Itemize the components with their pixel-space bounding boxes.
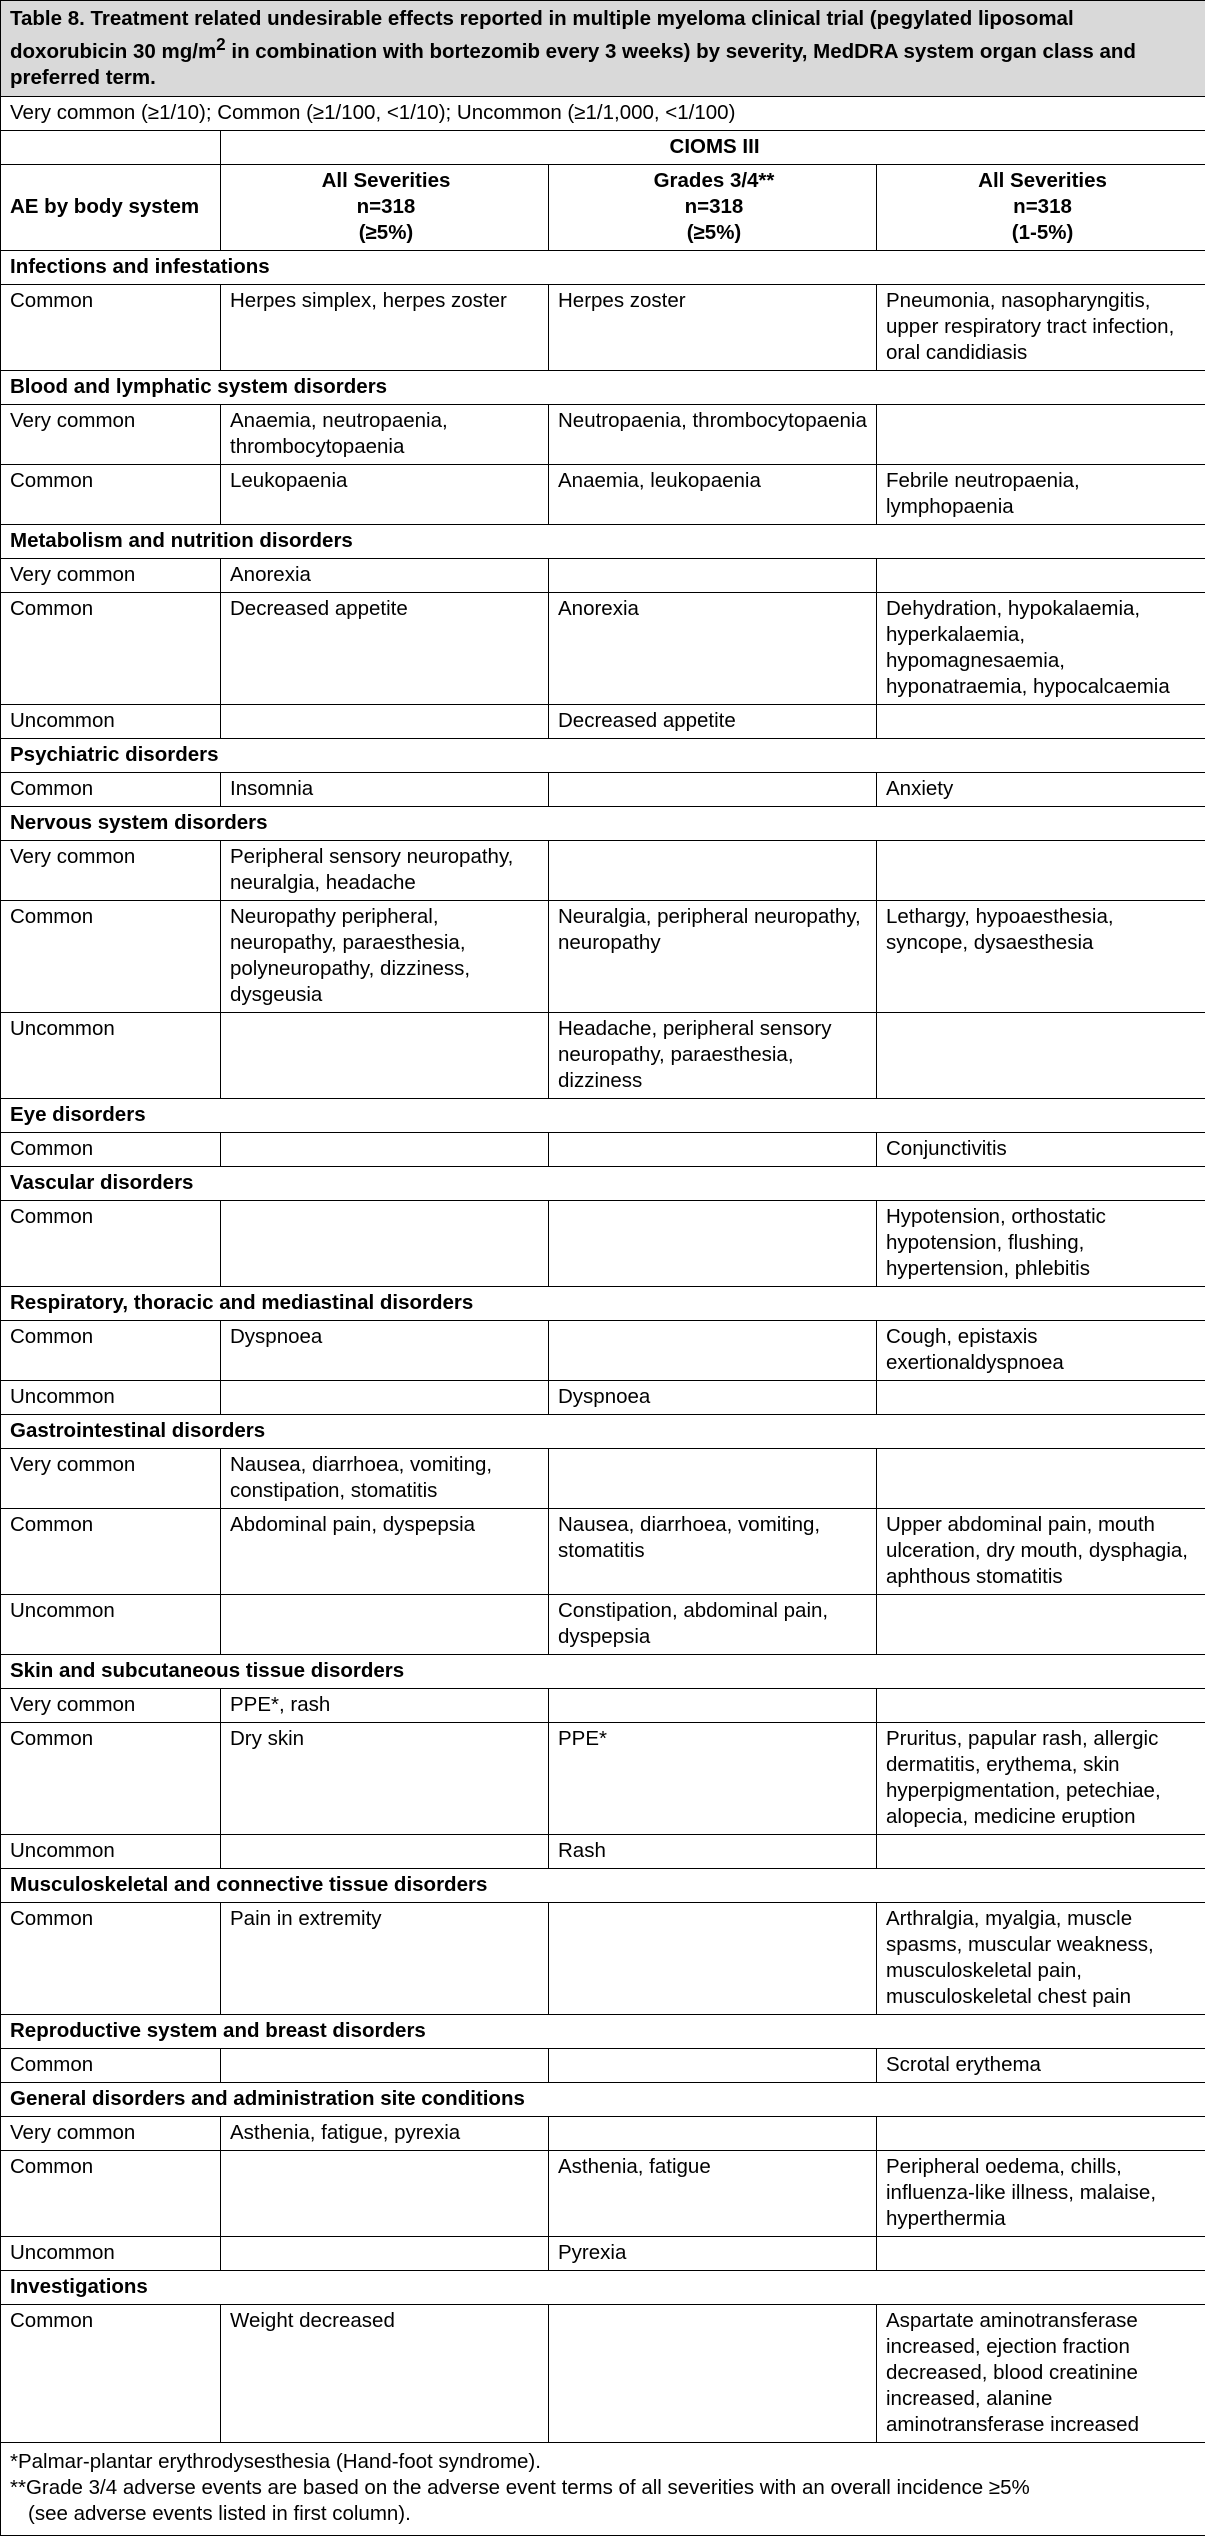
frequency-cell: Common (1, 772, 221, 806)
all-severities-1-5-cell (877, 1688, 1205, 1722)
table-row (1, 1012, 1205, 1098)
section-title: Infections and infestations (1, 250, 1205, 284)
all-severities-1-5-cell: Pneumonia, nasopharyngitis, upper respiratory tract infection, oral candidiasis (877, 284, 1205, 370)
all-severities-cell: Herpes simplex, herpes zoster (221, 284, 549, 370)
all-severities-cell: Pain in extremity (221, 1902, 549, 2014)
grades-3-4-cell (549, 1320, 877, 1380)
frequency-cell: Common (1, 1200, 221, 1286)
all-severities-cell: Dyspnoea (221, 1320, 549, 1380)
all-severities-cell: Weight decreased (221, 2304, 549, 2442)
column-header-threshold: (1-5%) (886, 220, 1199, 246)
grades-3-4-cell (549, 558, 877, 592)
all-severities-cell: Abdominal pain, dyspepsia (221, 1508, 549, 1594)
grades-3-4-cell: Anaemia, leukopaenia (549, 464, 877, 524)
all-severities-1-5-cell (877, 1012, 1205, 1098)
grades-3-4-cell (549, 2304, 877, 2442)
table-row (1, 1722, 1205, 1834)
footnote-grade-3-4: **Grade 3/4 adverse events are based on the adverse event terms of all severities with an overall incidence ≥5% (10, 2475, 1196, 2501)
all-severities-1-5-cell: Dehydration, hypokalaemia, hyperkalaemia, hypomagnesaemia, hyponatraemia, hypocalcaemia (877, 592, 1205, 704)
section-title: Reproductive system and breast disorders (1, 2014, 1205, 2048)
table-row (1, 1200, 1205, 1286)
column-header-n: n=318 (230, 194, 542, 220)
all-severities-cell: Dry skin (221, 1722, 549, 1834)
section-header-row (1, 2270, 1205, 2304)
section-title: Musculoskeletal and connective tissue disorders (1, 1868, 1205, 1902)
all-severities-cell (221, 1200, 549, 1286)
all-severities-1-5-cell (877, 558, 1205, 592)
table-caption (1, 1, 1205, 97)
section-header-row (1, 738, 1205, 772)
table-row (1, 2304, 1205, 2442)
all-severities-cell (221, 1594, 549, 1654)
table-row (1, 592, 1205, 704)
all-severities-1-5-cell (877, 2116, 1205, 2150)
frequency-cell: Common (1, 2304, 221, 2442)
grades-3-4-cell: Constipation, abdominal pain, dyspepsia (549, 1594, 877, 1654)
all-severities-cell: Nausea, diarrhoea, vomiting, constipation, stomatitis (221, 1448, 549, 1508)
column-header-label: Grades 3/4** (558, 168, 870, 194)
section-header-row (1, 1166, 1205, 1200)
all-severities-cell (221, 2048, 549, 2082)
all-severities-cell (221, 2236, 549, 2270)
frequency-cell: Common (1, 900, 221, 1012)
grades-3-4-cell (549, 2116, 877, 2150)
section-header-row (1, 1098, 1205, 1132)
column-header-threshold: (≥5%) (230, 220, 542, 246)
all-severities-1-5-cell: Hypotension, orthostatic hypotension, flushing, hypertension, phlebitis (877, 1200, 1205, 1286)
section-header-row (1, 250, 1205, 284)
grades-3-4-cell: Rash (549, 1834, 877, 1868)
table-row (1, 1594, 1205, 1654)
table-row (1, 900, 1205, 1012)
all-severities-cell: Anaemia, neutropaenia, thrombocytopaenia (221, 404, 549, 464)
grades-3-4-cell (549, 1448, 877, 1508)
frequency-cell: Common (1, 1132, 221, 1166)
grades-3-4-cell (549, 840, 877, 900)
all-severities-1-5-cell: Pruritus, papular rash, allergic dermatitis, erythema, skin hyperpigmentation, petechiae, alopecia, medicine eruption (877, 1722, 1205, 1834)
grades-3-4-cell (549, 2048, 877, 2082)
section-header-row (1, 2014, 1205, 2048)
grades-3-4-cell (549, 772, 877, 806)
all-severities-cell: Asthenia, fatigue, pyrexia (221, 2116, 549, 2150)
table-row (1, 772, 1205, 806)
frequency-cell: Common (1, 592, 221, 704)
all-severities-cell: Anorexia (221, 558, 549, 592)
column-header-grades-3-4 (549, 164, 877, 250)
all-severities-cell: Neuropathy peripheral, neuropathy, paraesthesia, polyneuropathy, dizziness, dysgeusia (221, 900, 549, 1012)
table-row (1, 1380, 1205, 1414)
section-header-row (1, 1868, 1205, 1902)
group-header: CIOMS III (221, 130, 1205, 164)
column-header-row (1, 164, 1205, 250)
frequency-cell: Common (1, 464, 221, 524)
grades-3-4-cell: Decreased appetite (549, 704, 877, 738)
table-row (1, 1834, 1205, 1868)
frequency-cell: Common (1, 1508, 221, 1594)
table-row (1, 2150, 1205, 2236)
all-severities-cell (221, 2150, 549, 2236)
all-severities-1-5-cell (877, 840, 1205, 900)
section-title: Skin and subcutaneous tissue disorders (1, 1654, 1205, 1688)
frequency-cell: Uncommon (1, 2236, 221, 2270)
table-row (1, 558, 1205, 592)
frequency-cell: Common (1, 2048, 221, 2082)
grades-3-4-cell (549, 1200, 877, 1286)
section-title: General disorders and administration site conditions (1, 2082, 1205, 2116)
section-header-row (1, 1286, 1205, 1320)
table-row (1, 404, 1205, 464)
all-severities-1-5-cell: Scrotal erythema (877, 2048, 1205, 2082)
section-header-row (1, 1414, 1205, 1448)
all-severities-1-5-cell: Aspartate aminotransferase increased, ejection fraction decreased, blood creatinine increased, alanine aminotransferase increased (877, 2304, 1205, 2442)
table-row (1, 1320, 1205, 1380)
footnotes (1, 2442, 1205, 2535)
table-row (1, 840, 1205, 900)
footnote-ppe: *Palmar-plantar erythrodysesthesia (Hand-foot syndrome). (10, 2449, 1196, 2475)
all-severities-cell: Decreased appetite (221, 592, 549, 704)
all-severities-1-5-cell: Upper abdominal pain, mouth ulceration, dry mouth, dysphagia, aphthous stomatitis (877, 1508, 1205, 1594)
column-header-label: AE by body system (10, 195, 199, 218)
frequency-cell: Common (1, 2150, 221, 2236)
grades-3-4-cell: Herpes zoster (549, 284, 877, 370)
section-title: Metabolism and nutrition disorders (1, 524, 1205, 558)
column-header-n: n=318 (886, 194, 1199, 220)
group-header-spacer (1, 130, 221, 164)
all-severities-1-5-cell: Arthralgia, myalgia, muscle spasms, muscular weakness, musculoskeletal pain, musculoskeletal chest pain (877, 1902, 1205, 2014)
all-severities-cell: Leukopaenia (221, 464, 549, 524)
all-severities-cell: Peripheral sensory neuropathy, neuralgia, headache (221, 840, 549, 900)
all-severities-1-5-cell: Anxiety (877, 772, 1205, 806)
frequency-cell: Uncommon (1, 1012, 221, 1098)
column-header-n: n=318 (558, 194, 870, 220)
section-title: Eye disorders (1, 1098, 1205, 1132)
frequency-cell: Very common (1, 2116, 221, 2150)
frequency-cell: Very common (1, 840, 221, 900)
all-severities-1-5-cell: Lethargy, hypoaesthesia, syncope, dysaesthesia (877, 900, 1205, 1012)
all-severities-1-5-cell (877, 1834, 1205, 1868)
all-severities-cell (221, 1012, 549, 1098)
section-title: Investigations (1, 2270, 1205, 2304)
column-header-body-system (1, 164, 221, 250)
column-header-all-severities-1-5 (877, 164, 1205, 250)
footnote-grade-3-4-continued: (see adverse events listed in first column). (10, 2501, 1196, 2527)
all-severities-1-5-cell (877, 1594, 1205, 1654)
caption-superscript: 2 (216, 35, 226, 54)
section-title: Respiratory, thoracic and mediastinal disorders (1, 1286, 1205, 1320)
table-row (1, 1688, 1205, 1722)
frequency-cell: Very common (1, 404, 221, 464)
table-row (1, 1448, 1205, 1508)
table-row (1, 1132, 1205, 1166)
frequency-cell: Common (1, 284, 221, 370)
table-row (1, 2048, 1205, 2082)
table-row (1, 284, 1205, 370)
caption-text: Table 8. Treatment related undesirable effects reported in multiple myeloma clinical trial (pegylated liposomal doxorubicin 30 mg/m (10, 7, 1074, 63)
grades-3-4-cell (549, 1132, 877, 1166)
all-severities-cell (221, 1834, 549, 1868)
grades-3-4-cell: Anorexia (549, 592, 877, 704)
all-severities-cell (221, 1380, 549, 1414)
table-row (1, 464, 1205, 524)
frequency-cell: Common (1, 1320, 221, 1380)
grades-3-4-cell: Headache, peripheral sensory neuropathy, paraesthesia, dizziness (549, 1012, 877, 1098)
section-title: Nervous system disorders (1, 806, 1205, 840)
grades-3-4-cell: Neuralgia, peripheral neuropathy, neuropathy (549, 900, 877, 1012)
grades-3-4-cell: PPE* (549, 1722, 877, 1834)
all-severities-1-5-cell (877, 1448, 1205, 1508)
all-severities-1-5-cell (877, 2236, 1205, 2270)
table-row (1, 2116, 1205, 2150)
table-body (1, 250, 1205, 2442)
all-severities-1-5-cell: Peripheral oedema, chills, influenza-like illness, malaise, hyperthermia (877, 2150, 1205, 2236)
all-severities-cell: PPE*, rash (221, 1688, 549, 1722)
column-header-label: All Severities (886, 168, 1199, 194)
section-header-row (1, 2082, 1205, 2116)
table-row (1, 2236, 1205, 2270)
grades-3-4-cell: Dyspnoea (549, 1380, 877, 1414)
all-severities-cell: Insomnia (221, 772, 549, 806)
frequency-cell: Uncommon (1, 704, 221, 738)
section-title: Vascular disorders (1, 1166, 1205, 1200)
grades-3-4-cell (549, 1688, 877, 1722)
section-header-row (1, 806, 1205, 840)
all-severities-1-5-cell: Conjunctivitis (877, 1132, 1205, 1166)
column-header-all-severities-5 (221, 164, 549, 250)
frequency-cell: Very common (1, 1448, 221, 1508)
caption-text-continued: in combination with bortezomib every 3 weeks) by severity, MedDRA system organ class and preferred term. (10, 40, 1136, 89)
all-severities-1-5-cell: Febrile neutropaenia, lymphopaenia (877, 464, 1205, 524)
column-header-label: All Severities (230, 168, 542, 194)
frequency-cell: Uncommon (1, 1834, 221, 1868)
frequency-cell: Very common (1, 558, 221, 592)
grades-3-4-cell: Pyrexia (549, 2236, 877, 2270)
section-title: Blood and lymphatic system disorders (1, 370, 1205, 404)
section-header-row (1, 370, 1205, 404)
column-header-threshold: (≥5%) (558, 220, 870, 246)
frequency-cell: Uncommon (1, 1594, 221, 1654)
frequency-key: Very common (≥1/10); Common (≥1/100, <1/10); Uncommon (≥1/1,000, <1/100) (1, 96, 1205, 130)
all-severities-1-5-cell: Cough, epistaxis exertionaldyspnoea (877, 1320, 1205, 1380)
section-header-row (1, 1654, 1205, 1688)
grades-3-4-cell: Asthenia, fatigue (549, 2150, 877, 2236)
table-row (1, 704, 1205, 738)
frequency-cell: Common (1, 1722, 221, 1834)
frequency-cell: Common (1, 1902, 221, 2014)
frequency-cell: Uncommon (1, 1380, 221, 1414)
all-severities-1-5-cell (877, 1380, 1205, 1414)
grades-3-4-cell: Neutropaenia, thrombocytopaenia (549, 404, 877, 464)
frequency-cell: Very common (1, 1688, 221, 1722)
all-severities-cell (221, 1132, 549, 1166)
table-row (1, 1508, 1205, 1594)
all-severities-1-5-cell (877, 404, 1205, 464)
all-severities-cell (221, 704, 549, 738)
section-header-row (1, 524, 1205, 558)
grades-3-4-cell (549, 1902, 877, 2014)
grades-3-4-cell: Nausea, diarrhoea, vomiting, stomatitis (549, 1508, 877, 1594)
all-severities-1-5-cell (877, 704, 1205, 738)
table-row (1, 1902, 1205, 2014)
section-title: Psychiatric disorders (1, 738, 1205, 772)
section-title: Gastrointestinal disorders (1, 1414, 1205, 1448)
